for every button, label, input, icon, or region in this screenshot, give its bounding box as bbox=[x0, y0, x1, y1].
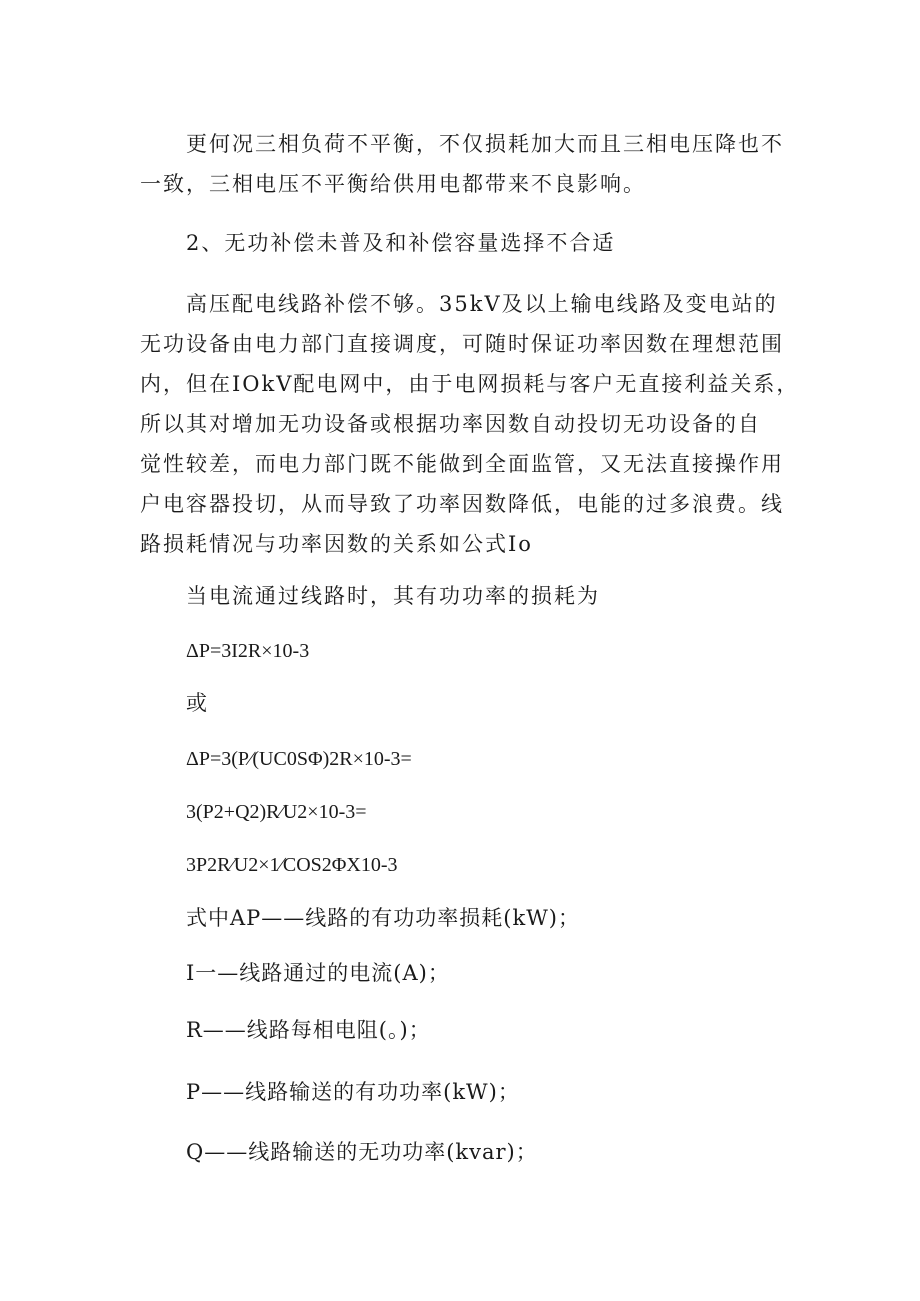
paragraph-line: 所以其对增加无功设备或根据功率因数自动投切无功设备的自 bbox=[140, 412, 761, 436]
formula-4: 3P2R∕U2×1∕COS2ΦX10-3 bbox=[186, 854, 398, 876]
formula-3: 3(P2+Q2)R∕U2×10-3= bbox=[186, 801, 367, 823]
formula-1: ΔP=3I2R×10-3 bbox=[186, 640, 310, 662]
paragraph-line: 觉性较差，而电力部门既不能做到全面监管，又无法直接操作用 bbox=[140, 452, 784, 476]
definition-delta-p: 式中AP——线路的有功功率损耗(kW)； bbox=[186, 906, 580, 930]
paragraph-line: 当电流通过线路时，其有功功率的损耗为 bbox=[186, 584, 600, 608]
paragraph-line: 更何况三相负荷不平衡，不仅损耗加大而且三相电压降也不 bbox=[186, 132, 784, 156]
definition-reactive-power: Q——线路输送的无功功率(kvar)； bbox=[186, 1140, 538, 1164]
paragraph-loss-intro bbox=[140, 576, 790, 616]
section-heading bbox=[140, 223, 790, 263]
paragraph-line: 路损耗情况与功率因数的关系如公式Io bbox=[140, 532, 533, 556]
paragraph-line: 高压配电线路补偿不够。35kV及以上输电线路及变电站的 bbox=[186, 292, 778, 316]
paragraph-line: 一致，三相电压不平衡给供用电都带来不良影响。 bbox=[140, 172, 646, 196]
definition-resistance: R——线路每相电阻(。)； bbox=[186, 1018, 431, 1042]
paragraph-line: 内，但在IOkV配电网中，由于电网损耗与客户无直接利益关系， bbox=[140, 372, 800, 396]
formula-2: ΔP=3(P∕(UC0SΦ)2R×10-3= bbox=[186, 748, 412, 770]
paragraph-unbalanced-load bbox=[140, 124, 790, 204]
paragraph-line: 户电容器投切，从而导致了功率因数降低，电能的过多浪费。线 bbox=[140, 492, 784, 516]
heading-text: 2、无功补偿未普及和补偿容量选择不合适 bbox=[186, 231, 616, 255]
definition-current: I一—线路通过的电流(A)； bbox=[186, 961, 450, 985]
paragraph-line: 无功设备由电力部门直接调度，可随时保证功率因数在理想范围 bbox=[140, 332, 784, 356]
paragraph-compensation bbox=[140, 284, 800, 564]
formula-or: 或 bbox=[186, 691, 208, 715]
definition-active-power: P——线路输送的有功功率(kW)； bbox=[186, 1080, 520, 1104]
